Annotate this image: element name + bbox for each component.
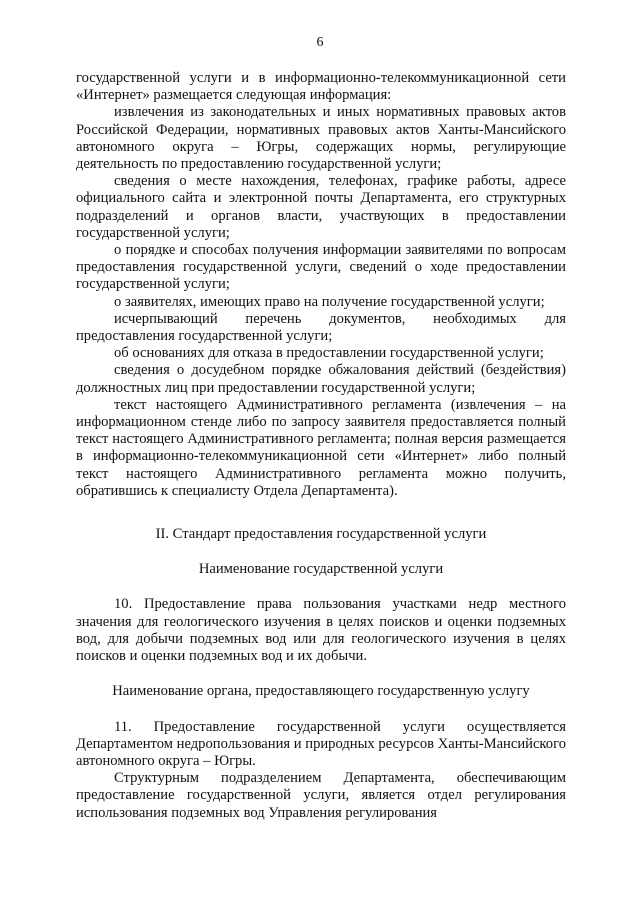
heading-service-name: Наименование государственной услуги xyxy=(198,561,444,578)
heading-authority: Наименование органа, предоставляющего государственную услугу xyxy=(112,683,530,700)
list-item-applicants: о заявителях, имеющих право на получение государственной услуги; xyxy=(114,293,545,310)
paragraph-item-10: 10. Предоставление права пользования участками недр местного значения для геологического изучения в целях поисков и оценки подземных вод, для добычи подземных вод или для геологического изучения в целях поисков и оценки подземных вод и их добычи. xyxy=(76,596,566,665)
list-item-refusal: об основаниях для отказа в предоставлении государственной услуги; xyxy=(114,345,544,362)
paragraph-structural-unit: Структурным подразделением Департамента, обеспечивающим предоставление государственной услуги, является отдел регулирования использования подземных вод Управления регулирования xyxy=(76,770,566,821)
list-item-regulation-text: текст настоящего Административного регламента (извлечения – на информационном стенде либо по запросу заявителя предоставляется полный текст настоящего Административного регламента; полная версия размещается в информационно-телекоммуникационной сети «Интернет» либо полный текст настоящего Административного регламента можно получить, обратившись к специалисту Отдела Департамента). xyxy=(76,396,566,499)
page-number: 6 xyxy=(316,35,324,50)
list-item-procedure: о порядке и способах получения информации заявителями по вопросам предоставления государственной услуги, сведений о ходе предоставлении государственной услуги; xyxy=(76,242,566,293)
list-item-contacts: сведения о месте нахождения, телефонах, графике работы, адресе официального сайта и электронной почты Департамента, его структурных подразделений и органов власти, участвующих в предоставлении государственной услуги; xyxy=(76,173,566,241)
document-body xyxy=(76,70,566,822)
list-item-appeal: сведения о досудебном порядке обжалования действий (бездействия) должностных лиц при предоставлении государственной услуги; xyxy=(76,362,566,396)
paragraph-intro: государственной услуги и в информационно-телекоммуникационной сети «Интернет» размещается следующая информация: xyxy=(76,70,566,104)
section-title: II. Стандарт предоставления государственной услуги xyxy=(155,526,487,543)
list-item-legal-acts: извлечения из законодательных и иных нормативных правовых актов Российской Федерации, нормативных правовых актов Ханты-Мансийского автономного округа – Югры, содержащих нормы, регулирующие деятельность по предоставлению государственной услуги; xyxy=(76,104,566,173)
paragraph-item-11: 11. Предоставление государственной услуги осуществляется Департаментом недропользования и природных ресурсов Ханты-Мансийского автономного округа – Югры. xyxy=(76,718,566,769)
list-item-documents: исчерпывающий перечень документов, необходимых для предоставления государственной услуги; xyxy=(76,310,566,345)
